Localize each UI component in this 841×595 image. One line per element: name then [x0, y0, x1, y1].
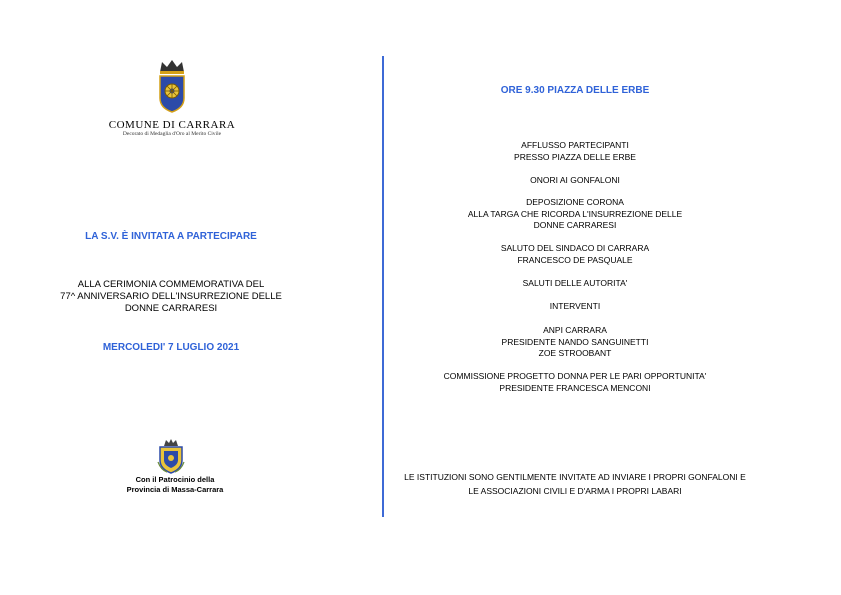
program-line: PRESIDENTE FRANCESCA MENCONI [499, 382, 651, 393]
program-line: SALUTI DELLE AUTORITA' [522, 278, 628, 288]
program-item [400, 371, 750, 394]
footer-line: LE ASSOCIAZIONI CIVILI E D'ARMA I PROPRI LABARI [468, 486, 682, 496]
program-item [400, 243, 750, 266]
comune-subtitle: Decorato di Medaglia d'Oro al Merito Civile [122, 131, 222, 137]
program-line: INTERVENTI [549, 301, 601, 311]
program-line: ANPI CARRARA [543, 325, 607, 335]
ceremony-line: ALLA CERIMONIA COMMEMORATIVA DEL [77, 279, 265, 290]
program-line: DONNE CARRARESI [533, 220, 617, 230]
patronage-line: Con il Patrocinio della [135, 475, 215, 484]
program-line: AFFLUSSO PARTECIPANTI [521, 140, 629, 150]
program-line: PRESSO PIAZZA DELLE ERBE [514, 151, 636, 162]
ceremony-text [40, 279, 302, 315]
time-place-heading: ORE 9.30 PIAZZA DELLE ERBE [500, 85, 650, 96]
program-line: ONORI AI GONFALONI [530, 175, 620, 185]
program-line: COMMISSIONE PROGETTO DONNA PER LE PARI OPPORTUNITA' [443, 371, 707, 381]
event-date: MERCOLEDI' 7 LUGLIO 2021 [102, 342, 240, 353]
program-line: PRESIDENTE NANDO SANGUINETTI [501, 336, 649, 347]
patronage-line: Provincia di Massa-Carrara [126, 485, 224, 494]
patronage-text [100, 475, 250, 495]
program-line: ZOE STROOBANT [538, 348, 612, 358]
footer-note [395, 470, 755, 498]
ceremony-line: 77^ ANNIVERSARIO DELL'INSURREZIONE DELLE [60, 291, 282, 302]
carrara-crest-icon [156, 58, 188, 114]
program-item [400, 197, 750, 232]
program-item [400, 278, 750, 290]
invite-heading: LA S.V. È INVITATA A PARTECIPARE [85, 231, 257, 242]
program-line: ALLA TARGA CHE RICORDA L'INSURREZIONE DELLE [467, 208, 683, 219]
program-item [400, 325, 750, 360]
program-item [400, 140, 750, 163]
comune-title: COMUNE DI CARRARA [108, 119, 236, 131]
ceremony-line: DONNE CARRARESI [124, 303, 218, 314]
program-item [400, 301, 750, 313]
program-line: FRANCESCO DE PASQUALE [517, 254, 633, 265]
program-line: DEPOSIZIONE CORONA [526, 197, 624, 207]
program-item [400, 175, 750, 187]
footer-line: LE ISTITUZIONI SONO GENTILMENTE INVITATE AD INVIARE I PROPRI GONFALONI E [404, 472, 746, 482]
vertical-divider [382, 56, 384, 517]
program-line: SALUTO DEL SINDACO DI CARRARA [500, 243, 650, 253]
province-crest-icon [157, 438, 185, 474]
